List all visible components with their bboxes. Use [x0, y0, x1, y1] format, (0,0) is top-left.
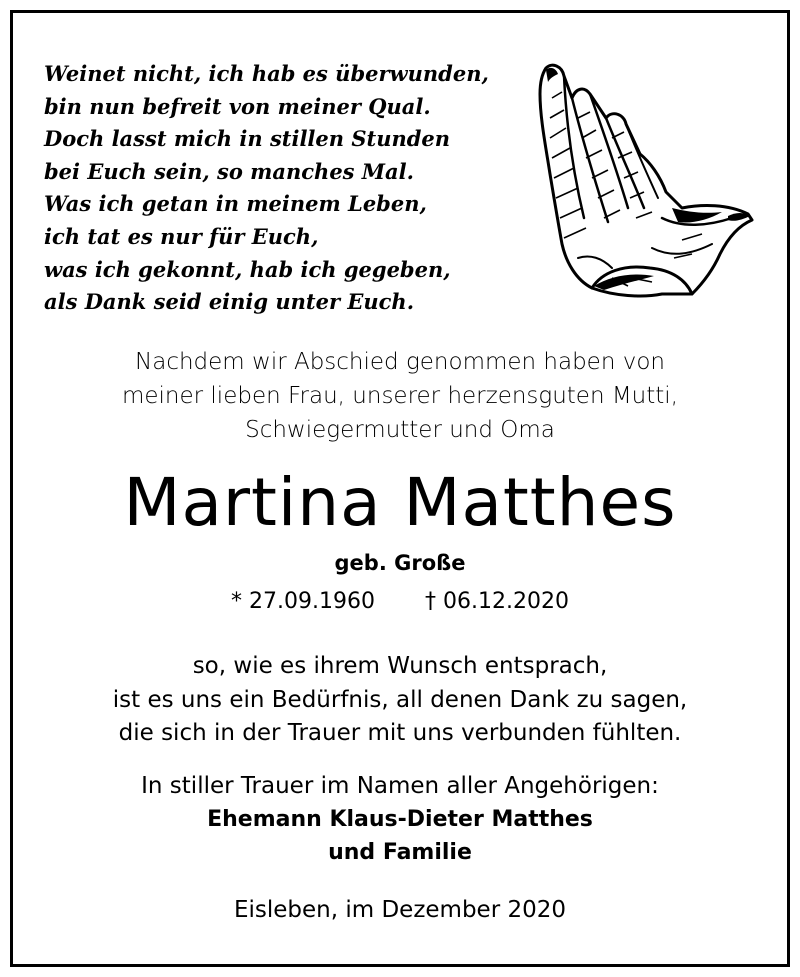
intro-line: Schwiegermutter und Oma	[245, 417, 555, 443]
poem-line: Weinet nicht, ich hab es überwunden,	[44, 61, 489, 86]
praying-hands-icon	[532, 58, 760, 308]
poem-line: Was ich getan in meinem Leben,	[44, 191, 427, 217]
birth-date: * 27.09.1960	[231, 589, 375, 614]
life-dates	[0, 586, 800, 618]
mourners	[0, 770, 800, 869]
intro-line: Nachdem wir Abschied genommen haben von	[135, 349, 665, 375]
thanks-line: so, wie es ihrem Wunsch entsprach,	[192, 653, 608, 679]
poem	[44, 58, 489, 319]
poem-line: Doch lasst mich in stillen Stunden	[44, 126, 451, 152]
thanks-line: die sich in der Trauer mit uns verbunden fühlten.	[118, 720, 682, 746]
intro-text	[0, 345, 800, 447]
deceased-name: Martina Matthes	[123, 464, 677, 541]
poem-line: ich tat es nur für Euch,	[44, 223, 319, 249]
maiden-name: geb. Große	[334, 551, 466, 575]
death-date: † 06.12.2020	[425, 589, 569, 614]
poem-line: was ich gekonnt, hab ich gegeben,	[44, 256, 451, 282]
mourners-intro: In stiller Trauer im Namen aller Angehörigen:	[141, 773, 659, 799]
poem-line: bei Euch sein, so manches Mal.	[44, 158, 414, 184]
mourner-name: Ehemann Klaus-Dieter Matthes	[207, 807, 593, 832]
thanks-text	[0, 650, 800, 751]
poem-line: bin nun befreit von meiner Qual.	[44, 93, 431, 119]
mourner-family: und Familie	[328, 840, 472, 865]
thanks-line: ist es uns ein Bedürfnis, all denen Dank zu sagen,	[112, 686, 688, 713]
place-date: Eisleben, im Dezember 2020	[233, 897, 567, 923]
intro-line: meiner lieben Frau, unserer herzensguten Mutti,	[121, 383, 679, 409]
poem-line: als Dank seid einig unter Euch.	[44, 289, 415, 315]
